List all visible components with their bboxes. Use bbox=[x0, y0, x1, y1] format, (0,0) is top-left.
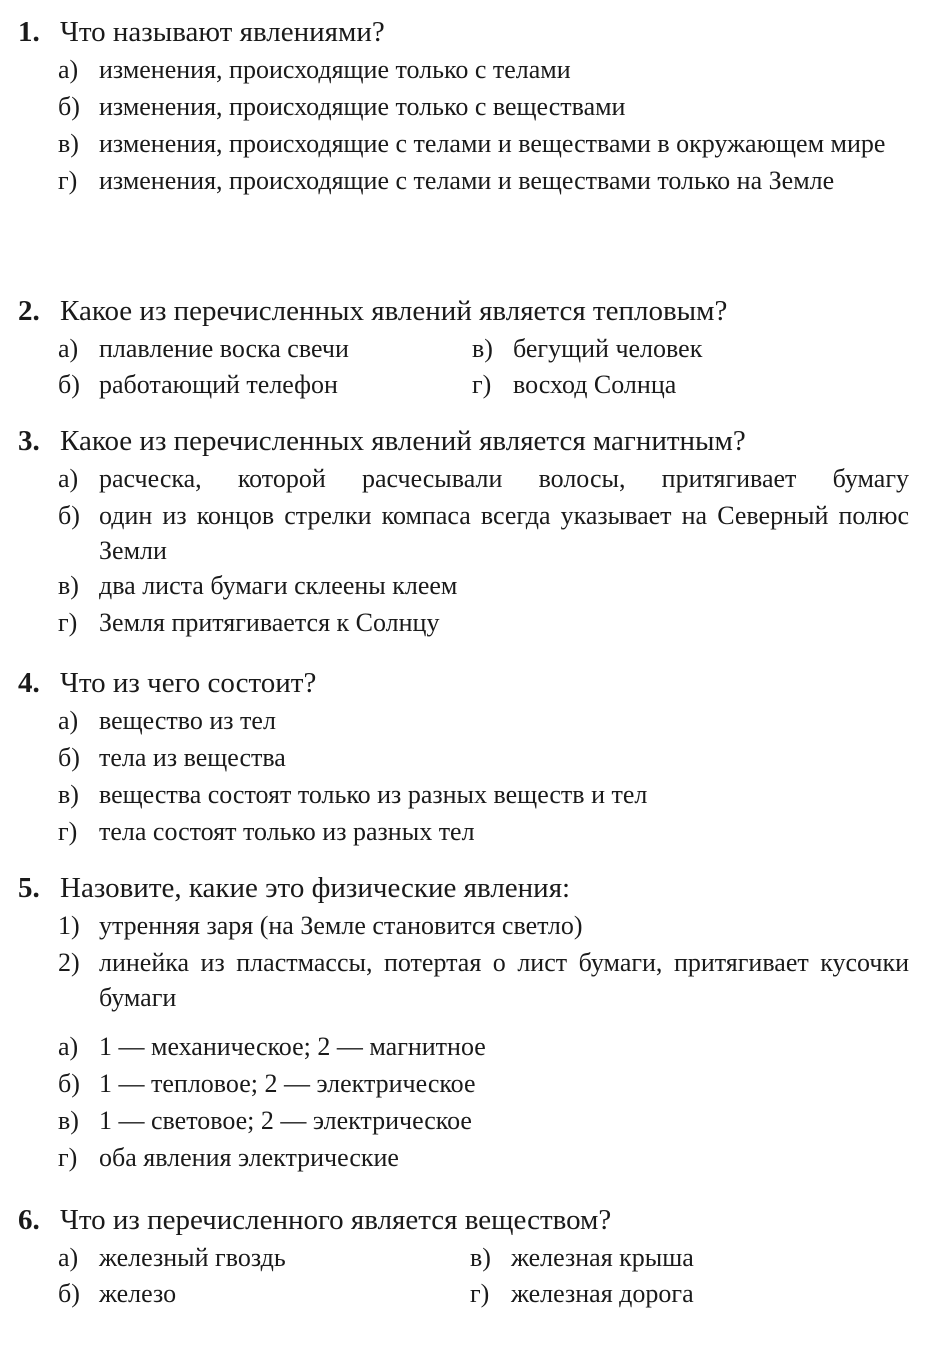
option-label: а) bbox=[58, 1243, 79, 1272]
answer-option-v[interactable] bbox=[0, 777, 951, 814]
answer-option-b[interactable] bbox=[0, 1066, 951, 1103]
option-text: один из концов стрелки компаса всегда указывает на Северный полюс Земли bbox=[99, 501, 909, 565]
option-label: в) bbox=[58, 129, 79, 158]
question-4 bbox=[0, 663, 951, 851]
option-label: г) bbox=[58, 608, 78, 637]
option-text: изменения, происходящие только с телами bbox=[99, 55, 571, 84]
question-text: Назовите, какие это физические явления: bbox=[60, 872, 571, 904]
option-label: б) bbox=[58, 370, 80, 399]
question-header bbox=[0, 421, 951, 461]
option-text: 1 — механическое; 2 — магнитное bbox=[99, 1032, 486, 1061]
option-label: г) bbox=[58, 817, 78, 846]
question-header bbox=[0, 1200, 951, 1240]
question-header bbox=[0, 12, 951, 52]
item-label: 1) bbox=[58, 911, 80, 940]
option-text: тела из вещества bbox=[99, 743, 286, 772]
option-text: работающий телефон bbox=[99, 370, 338, 399]
answer-option-g[interactable] bbox=[0, 605, 951, 642]
option-text: Земля притягивается к Солнцу bbox=[99, 608, 440, 637]
option-label: б) bbox=[58, 743, 80, 772]
answer-option-g[interactable] bbox=[0, 814, 951, 851]
option-text: железная крыша bbox=[511, 1243, 694, 1272]
item-text: линейка из пластмассы, потертая о лист бумаги, притягивает кусочки бумаги bbox=[99, 948, 909, 1012]
question-2 bbox=[0, 291, 951, 405]
question-number: 2. bbox=[18, 295, 40, 327]
answer-option-v[interactable] bbox=[0, 568, 951, 605]
question-text: Что из перечисленного является веществом? bbox=[60, 1204, 612, 1236]
phenomenon-item-2 bbox=[0, 945, 951, 1015]
question-number: 1. bbox=[18, 16, 40, 48]
option-label: б) bbox=[58, 501, 80, 530]
question-text: Что из чего состоит? bbox=[60, 667, 317, 699]
answer-option-a[interactable] bbox=[0, 1029, 951, 1066]
answer-option-v[interactable] bbox=[0, 126, 951, 163]
option-label: в) bbox=[470, 1243, 491, 1272]
option-label: а) bbox=[58, 464, 79, 493]
option-label: в) bbox=[58, 571, 79, 600]
answer-option-a[interactable] bbox=[0, 461, 951, 498]
option-text: 1 — тепловое; 2 — электрическое bbox=[99, 1069, 476, 1098]
question-6 bbox=[0, 1200, 951, 1314]
option-label: б) bbox=[58, 92, 80, 121]
option-label: б) bbox=[58, 1069, 80, 1098]
phenomenon-item-1 bbox=[0, 908, 951, 945]
question-1 bbox=[0, 12, 951, 200]
option-text: изменения, происходящие с телами и веществами в окружающем мире bbox=[99, 129, 886, 158]
question-3 bbox=[0, 421, 951, 642]
question-text: Какое из перечисленных явлений является тепловым? bbox=[60, 295, 728, 327]
option-text: плавление воска свечи bbox=[99, 334, 349, 363]
option-label: г) bbox=[58, 166, 78, 195]
answer-options-grid bbox=[0, 1240, 951, 1314]
option-label: г) bbox=[470, 1279, 490, 1308]
option-label: а) bbox=[58, 1032, 79, 1061]
option-text: тела состоят только из разных тел bbox=[99, 817, 475, 846]
option-label: в) bbox=[58, 780, 79, 809]
answer-option-b[interactable] bbox=[0, 498, 951, 568]
option-text: железная дорога bbox=[511, 1279, 694, 1308]
answer-options-grid bbox=[0, 331, 951, 405]
option-text: восход Солнца bbox=[513, 370, 677, 399]
answer-option-g[interactable] bbox=[0, 163, 951, 200]
item-text: утренняя заря (на Земле становится светло) bbox=[99, 911, 583, 940]
question-header bbox=[0, 663, 951, 703]
option-label: а) bbox=[58, 55, 79, 84]
question-text: Какое из перечисленных явлений является магнитным? bbox=[60, 425, 746, 457]
option-label: в) bbox=[472, 334, 493, 363]
answer-option-a[interactable] bbox=[0, 703, 951, 740]
option-text: железный гвоздь bbox=[99, 1243, 286, 1272]
item-label: 2) bbox=[58, 948, 80, 977]
option-label: а) bbox=[58, 334, 79, 363]
answer-option-g[interactable] bbox=[0, 1140, 951, 1177]
question-number: 6. bbox=[18, 1204, 40, 1236]
answer-option-a[interactable] bbox=[0, 52, 951, 89]
option-text: бегущий человек bbox=[513, 334, 703, 363]
option-text: 1 — световое; 2 — электрическое bbox=[99, 1106, 472, 1135]
answer-option-v[interactable] bbox=[0, 1103, 951, 1140]
option-text: изменения, происходящие только с веществами bbox=[99, 92, 626, 121]
option-text: вещество из тел bbox=[99, 706, 276, 735]
answer-option-b[interactable] bbox=[0, 740, 951, 777]
question-header bbox=[0, 291, 951, 331]
option-text: расческа, которой расчесывали волосы, притягивает бумагу bbox=[99, 464, 909, 493]
option-label: в) bbox=[58, 1106, 79, 1135]
question-5 bbox=[0, 868, 951, 1177]
option-label: а) bbox=[58, 706, 79, 735]
option-label: г) bbox=[472, 370, 492, 399]
question-header bbox=[0, 868, 951, 908]
option-label: б) bbox=[58, 1279, 80, 1308]
spacer bbox=[0, 1015, 951, 1029]
answer-option-b[interactable] bbox=[0, 89, 951, 126]
question-text: Что называют явлениями? bbox=[60, 16, 385, 48]
question-number: 5. bbox=[18, 872, 40, 904]
option-label: г) bbox=[58, 1143, 78, 1172]
option-text: оба явления электрические bbox=[99, 1143, 399, 1172]
option-text: изменения, происходящие с телами и веществами только на Земле bbox=[99, 166, 835, 195]
question-number: 3. bbox=[18, 425, 40, 457]
option-text: железо bbox=[99, 1279, 177, 1308]
question-number: 4. bbox=[18, 667, 40, 699]
option-text: вещества состоят только из разных веществ и тел bbox=[99, 780, 648, 809]
option-text: два листа бумаги склеены клеем bbox=[99, 571, 458, 600]
